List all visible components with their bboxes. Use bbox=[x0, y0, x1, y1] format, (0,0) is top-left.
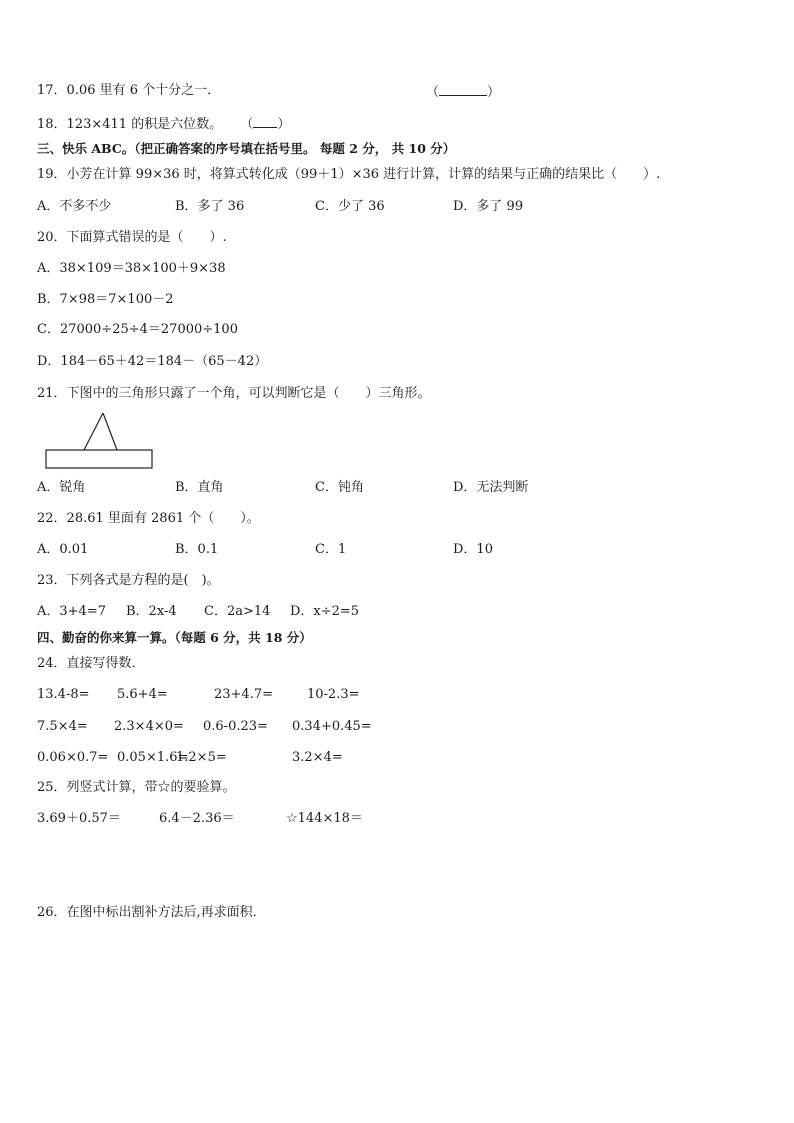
vertical-calc-item[interactable]: 3.69＋0.57＝ bbox=[37, 811, 121, 826]
q19-option-b[interactable]: B．多了 36 bbox=[175, 199, 245, 214]
cover-rectangle bbox=[46, 450, 152, 468]
q21-option-d[interactable]: D．无法判断 bbox=[453, 480, 529, 495]
calc-item[interactable]: 0.34+0.45= bbox=[292, 719, 372, 734]
q20-option-d[interactable]: D．184－65＋42＝184－（65－42） bbox=[37, 354, 268, 369]
q22-option-c[interactable]: C．1 bbox=[315, 542, 347, 557]
calc-item[interactable]: 0.05×1.6= bbox=[117, 750, 189, 765]
calc-item[interactable]: 7.5×4= bbox=[37, 719, 88, 734]
question-19-stem: 19．小芳在计算 99×36 时，将算式转化成（99＋1）×36 进行计算，计算的结果与正确的结果比（ ）. bbox=[37, 167, 661, 182]
q21-option-a[interactable]: A．锐角 bbox=[37, 480, 86, 495]
q20-option-b[interactable]: B．7×98＝7×100－2 bbox=[37, 292, 174, 307]
q20-option-c[interactable]: C．27000÷25÷4＝27000÷100 bbox=[37, 322, 238, 337]
calc-item[interactable]: 13.4-8= bbox=[37, 687, 90, 702]
q22-option-a[interactable]: A．0.01 bbox=[37, 542, 89, 557]
q22-option-d[interactable]: D．10 bbox=[453, 542, 493, 557]
q21-option-c[interactable]: C．钝角 bbox=[315, 480, 364, 495]
question-23-stem: 23．下列各式是方程的是( )。 bbox=[37, 573, 220, 588]
question-26-stem: 26．在图中标出割补方法后,再求面积． bbox=[37, 905, 266, 920]
question-25-stem: 25．列竖式计算，带☆的要验算。 bbox=[37, 780, 236, 795]
section-4-heading: 四、勤奋的你来算一算。（每题 6 分，共 18 分） bbox=[37, 630, 312, 645]
answer-paren-17: （ ） bbox=[426, 85, 501, 100]
calc-item[interactable]: 10-2.3= bbox=[307, 687, 360, 702]
q23-option-c[interactable]: C．2a>14 bbox=[204, 604, 271, 619]
q23-option-d[interactable]: D．x÷2=5 bbox=[290, 604, 360, 619]
calc-item[interactable]: 5.6+4= bbox=[117, 687, 168, 702]
question-17-text: 17．0.06 里有 6 个十分之一． bbox=[37, 83, 221, 98]
q19-option-d[interactable]: D．多了 99 bbox=[453, 199, 524, 214]
triangle-left-side bbox=[84, 413, 103, 450]
vertical-calc-item[interactable]: ☆144×18＝ bbox=[286, 811, 363, 826]
section-3-heading: 三、快乐 ABC。（把正确答案的序号填在括号里。 每题 2 分， 共 10 分） bbox=[37, 141, 456, 156]
question-18-text: 18．123×411 的积是六位数。 bbox=[37, 117, 223, 132]
q19-option-c[interactable]: C．少了 36 bbox=[315, 199, 385, 214]
q21-option-b[interactable]: B．直角 bbox=[175, 480, 224, 495]
question-24-stem: 24．直接写得数． bbox=[37, 656, 145, 671]
calc-item[interactable]: 1.2×5= bbox=[176, 750, 227, 765]
question-18: 18．123×411 的积是六位数。 （ ） bbox=[37, 117, 291, 132]
calc-item[interactable]: 2.3×4×0= bbox=[114, 719, 184, 734]
question-22-stem: 22．28.61 里面有 2861 个（ ）。 bbox=[37, 511, 260, 526]
q23-option-b[interactable]: B．2x-4 bbox=[126, 604, 177, 619]
calc-item[interactable]: 0.6-0.23= bbox=[203, 719, 268, 734]
calc-item[interactable]: 0.06×0.7= bbox=[37, 750, 109, 765]
vertical-calc-item[interactable]: 6.4－2.36＝ bbox=[159, 811, 235, 826]
question-21-stem: 21．下图中的三角形只露了一个角，可以判断它是（ ）三角形。 bbox=[37, 386, 431, 401]
q23-option-a[interactable]: A．3+4=7 bbox=[37, 604, 106, 619]
calc-item[interactable]: 23+4.7= bbox=[214, 687, 274, 702]
q22-option-b[interactable]: B．0.1 bbox=[175, 542, 219, 557]
q20-option-a[interactable]: A．38×109＝38×100＋9×38 bbox=[37, 261, 226, 276]
q19-option-a[interactable]: A．不多不少 bbox=[37, 199, 112, 214]
calc-item[interactable]: 3.2×4= bbox=[292, 750, 343, 765]
triangle-right-side bbox=[103, 413, 117, 450]
question-20-stem: 20．下面算式错误的是（ ）. bbox=[37, 230, 227, 245]
